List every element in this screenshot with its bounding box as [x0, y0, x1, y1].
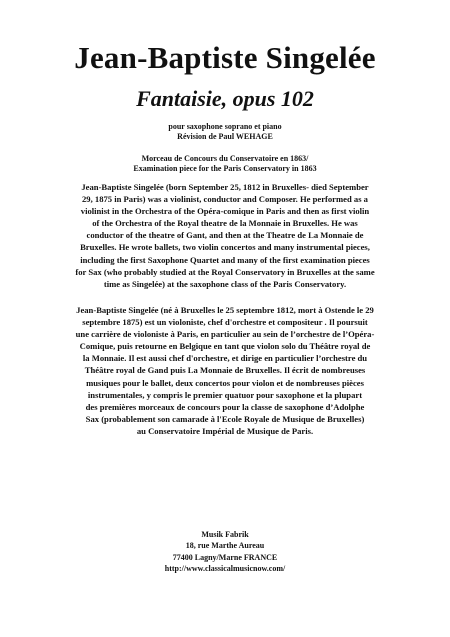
morceau-fr-line: Morceau de Concours du Conservatoire en 1863/	[141, 154, 309, 163]
bio-en-line: including the first Saxophone Quartet and many of the first examination pieces	[80, 254, 370, 265]
bio-fr-line: au Conservatoire Impérial de Musique de Paris.	[136, 425, 314, 436]
bio-en-line: Jean-Baptiste Singelée (born September 25, 1812 in Bruxelles- died September	[81, 182, 369, 192]
bio-fr-line: la Monnaie. Il est aussi chef d'orchestre, et dirige en particulier l’orchestre du	[82, 353, 368, 364]
bio-fr-line: des premières morceaux de concours pour la classe de saxophone d’Adolphe	[85, 401, 365, 412]
morceau-en-line: Examination piece for the Paris Conservatory in 1863	[133, 164, 317, 173]
work-title: Fantaisie, opus 102	[136, 86, 314, 111]
bio-fr-line: Sax (probablement son camarade à l'Ecole Royale de Musique de Bruxelles)	[85, 413, 365, 424]
bio-fr-line: Théâtre royal de Gand puis La Monnaie de Bruxelles. Il écrit de nombreuses	[84, 365, 366, 376]
bio-fr-line: Comique, puis retourne en Belgique en tant que violon solo du Théâtre royal de	[79, 341, 371, 352]
publisher-street: 18, rue Marthe Aureau	[185, 541, 265, 551]
instrumentation-line: pour saxophone soprano et piano	[168, 122, 282, 131]
publisher-website: http://www.classicalmusicnow.com/	[164, 563, 286, 573]
bio-fr-line: instrumentales, y compris le premier quatuor pour saxophone et la plupart	[87, 389, 363, 400]
bio-en-line: time as Singelée) at the saxophone class of the Paris Conservatory.	[103, 278, 347, 289]
bio-fr-line: septembre 1875) est un violoniste, chef d'orchestre et compositeur . Il poursuit	[82, 317, 368, 328]
publisher-name: Musik Fabrik	[201, 530, 249, 539]
bio-fr-line: une carrière de violoniste à Paris, en particulier au sein de l’orchestre de l’Opéra-	[75, 329, 375, 340]
bio-en-line: violinist in the Orchestra of the Opéra-comique in Paris and then as first violin	[80, 206, 370, 217]
bio-fr-line: Jean-Baptiste Singelée (né à Bruxelles le 25 septembre 1812, mort à Ostende le 29	[76, 305, 374, 315]
bio-en-line: of the Orchestra of the Royal theatre de la Monnaie in Bruxelles. He was	[92, 218, 358, 229]
biography-french	[26, 304, 424, 437]
bio-en-line: for Sax (who probably studied at the Royal Conservatory in Bruxelles at the same	[75, 266, 375, 277]
bio-en-line: conductor of the theatre of Gant, and then at the Theatre de La Monnaie de	[86, 230, 364, 241]
biography-english	[26, 181, 424, 290]
bio-fr-line: musiques pour le ballet, deux concertos pour violon et de nombreuses pièces	[86, 377, 364, 388]
publisher-city: 77400 Lagny/Marne FRANCE	[172, 552, 278, 562]
revision-line: Révision de Paul WEHAGE	[177, 132, 273, 141]
bio-en-line: 29, 1875 in Paris) was a violinist, conductor and Composer. He performed as a	[82, 194, 368, 205]
bio-en-line: Bruxelles. He wrote ballets, two violin concertos and many instrumental pieces,	[80, 242, 370, 253]
composer-title: Jean-Baptiste Singelée	[74, 40, 376, 75]
publisher-address	[0, 529, 450, 574]
